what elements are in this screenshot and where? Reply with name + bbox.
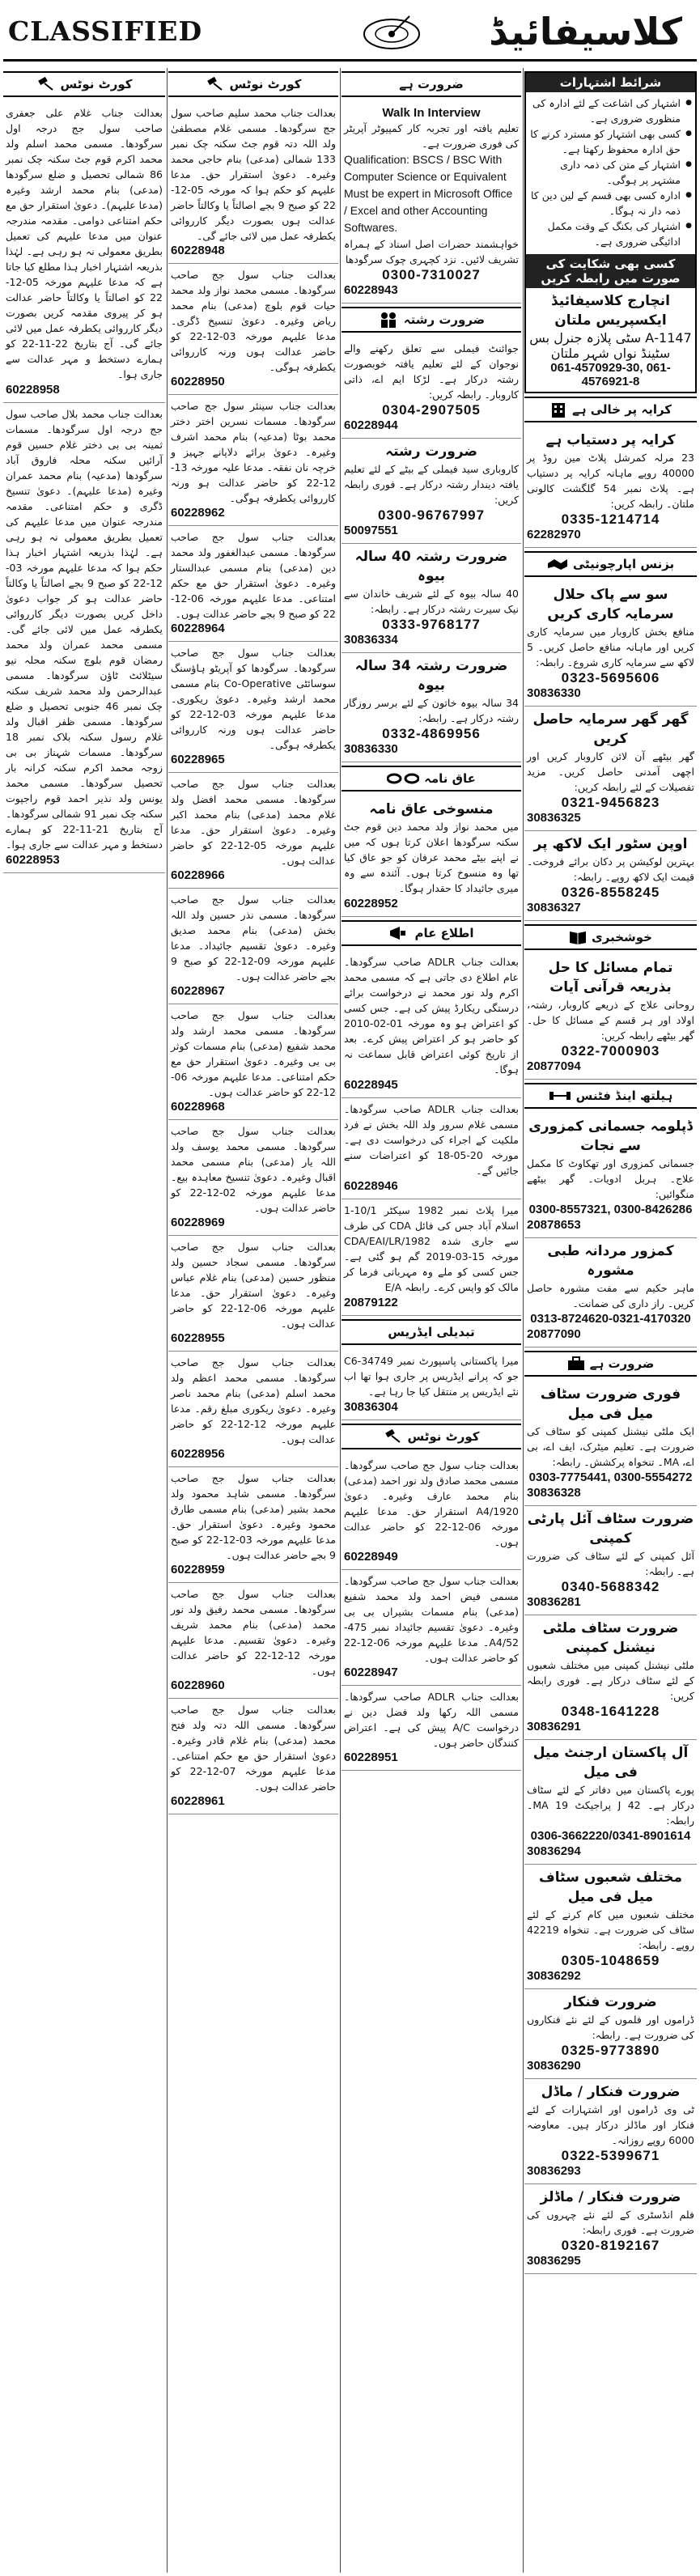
ad-phone: 0335-1214714 xyxy=(561,511,660,527)
ad-text: تعلیم یافتہ اور تجربہ کار کمپیوٹر آپریٹر کی فوری ضرورت ہے۔ xyxy=(344,122,519,150)
ad-phone: 0340-5688342 xyxy=(561,1579,660,1594)
notice-code: 60228964 xyxy=(171,622,225,635)
section-header-label: بزنس اپارچونیٹی xyxy=(572,557,675,571)
ad-text: ملٹی نیشنل کمپنی میں مختلف شعبوں کے لئے سٹاف درکار ہے۔ فوری رابطہ کریں: xyxy=(527,1659,694,1702)
ad-code: 30836293 xyxy=(527,2164,581,2178)
notice-code: 60228962 xyxy=(171,506,225,520)
ad-code: 50097551 xyxy=(344,524,398,537)
column-court-notices-2 xyxy=(168,68,338,2573)
ad-terms-box xyxy=(524,71,697,393)
ad-code: 30836327 xyxy=(527,901,581,915)
job-ad xyxy=(524,2184,697,2274)
notice-text: بعدالت جناب سول جج صاحب سرگودھا۔ مسمی عبدالغفور ولد محمد دین (مدعی) بنام مسمی عبدالستار وغیرہ۔ دعویٰ استقرار حق مع حکم امتناعی۔ مدعا علیہم مورخہ 06-12-22 کو صبح 9 بجے حاضر عدالت ہوں۔ xyxy=(171,531,336,620)
ad-code: 60228952 xyxy=(344,897,398,910)
ad-phone: 0326-8558245 xyxy=(561,885,660,900)
satellite-dish-icon xyxy=(359,10,424,55)
public-notice-ad xyxy=(342,951,521,1098)
megaphone-icon xyxy=(388,925,409,941)
section-header-jobs xyxy=(524,1351,697,1377)
ad-phone: 0304-2907505 xyxy=(382,402,481,418)
court-notice xyxy=(168,526,338,642)
section-header-address-change xyxy=(342,1319,521,1345)
section-header-health xyxy=(524,1083,697,1109)
section-header-good-news xyxy=(524,924,697,950)
terms-title: شرائط اشتہارات xyxy=(526,73,695,92)
notice-code: 60228967 xyxy=(171,984,225,998)
notice-text: بعدالت جناب سول جج صاحب سرگودھا۔ مسمی محمد یوسف ولد اللہ یار (مدعی) بنام مسمی محمد اقبال وغیرہ۔ دعویٰ تنسیخ معاہدہ بیع۔ مدعا علیہم مورخہ 02-12-22 کو حاضر عدالت ہوں۔ xyxy=(171,1125,336,1214)
ad-phone: 0320-8192167 xyxy=(561,2238,660,2253)
court-notice xyxy=(342,1686,521,1771)
ad-title: ضرورت رشتہ xyxy=(385,443,477,460)
ad-phone: 0333-9768177 xyxy=(382,617,481,632)
ad-code: 20877094 xyxy=(527,1059,581,1073)
aaq-cancellation-ad xyxy=(342,796,521,917)
notice-text: بعدالت جناب ADLR صاحب سرگودھا۔ مسمی اللہ رکھا ولد فضل دین نے درخواست A/C پیش کی ہے۔ اعتراض کنندگان حاضر ہوں۔ xyxy=(344,1691,520,1749)
ad-text: آئل کمپنی کے لئے سٹاف کی ضرورت ہے۔ رابطہ: xyxy=(527,1550,694,1577)
office-address: 1147-A سٹی پلازہ جنرل بس سٹینڈ نواں شہر ملتان xyxy=(529,330,692,361)
ad-text: میں محمد نواز ولد محمد دین قوم جٹ سکنہ سرگودھا اعلان کرتا ہوں کہ میں نے اپنے بیٹے محمد عرفان کو جو عاق کیا تھا وہ منسوخ کرتا ہوں۔ آئندہ سے وہ میری جائیداد کا حقدار ہوگا۔ xyxy=(344,821,519,894)
ad-title: ضرورت رشتہ 34 سالہ بیوہ xyxy=(354,658,508,694)
ad-phone: 0348-1641228 xyxy=(561,1704,660,1719)
court-notice xyxy=(168,1004,338,1120)
masthead-title-ur: کلاسیفائیڈ xyxy=(489,9,682,53)
ad-code: 30836328 xyxy=(527,1486,581,1500)
ad-title: ضرورت فنکار / ماڈلز xyxy=(540,2189,681,2205)
notice-text: بعدالت جناب سول جج صاحب سرگودھا۔ مسمی محمد صادق ولد نور احمد (مدعی) بنام محمد عارف وغیرہ۔ دعویٰ 1920/A4 استقرار حق۔ مدعا علیہم مورخہ 06-12-22 کو حاضر عدالت ہوں۔ xyxy=(344,1459,519,1548)
ad-phone: 0313-8724620-0321-4170320 xyxy=(530,1312,691,1326)
terms-item: ● اشتہار کی بکنگ کے وقت مکمل ادائیگی ضروری ہے۔ xyxy=(529,219,692,249)
ad-code: 60228943 xyxy=(344,283,398,297)
ad-text: 40 سالہ بیوہ کے لئے شریف خاندان سے نیک سیرت رشتہ درکار ہے۔ رابطہ: xyxy=(344,588,519,615)
notice-code: 60228953 xyxy=(6,853,60,867)
briefcase-icon xyxy=(567,1356,585,1371)
section-header-rishta xyxy=(342,307,521,333)
notice-code: 60228947 xyxy=(344,1666,398,1679)
ad-code: 30836291 xyxy=(527,1720,581,1734)
ad-text: ماہر حکیم سے مفت مشورہ حاصل کریں۔ راز داری کی ضمانت۔ xyxy=(527,1282,694,1309)
notice-code: 60228948 xyxy=(171,244,225,257)
section-header-business xyxy=(524,551,697,577)
office-name: انچارج کلاسیفائیڈ ایکسپریس ملتان xyxy=(550,293,670,329)
gavel-icon xyxy=(206,77,225,91)
job-ad xyxy=(524,1989,697,2079)
notice-text: بعدالت جناب سول جج صاحب سرگودھا۔ سرگودھا کو آپریٹو ہاؤسنگ سوسائٹی Co-Operative بنام مسمی محمد ارشد وغیرہ۔ دعویٰ ریکوری۔ مدعا علیہم مورخہ 03-12-22 کو حاضر عدالت ہوں ورنہ کارروائی یکطرفہ ہوگی۔ xyxy=(171,647,336,751)
ad-code: 62282970 xyxy=(527,528,581,541)
lost-file-ad xyxy=(342,1199,521,1316)
gavel-icon xyxy=(384,1429,403,1444)
section-header-label: کورٹ نوٹس xyxy=(60,77,133,91)
address-change-ad xyxy=(342,1350,521,1420)
ad-title: اوپن سٹور ایک لاکھ پر xyxy=(533,836,688,852)
ad-code: 60228944 xyxy=(344,418,398,432)
ad-phone: 0300-7310027 xyxy=(382,267,481,282)
walk-in-interview-ad xyxy=(342,102,521,303)
building-icon xyxy=(549,401,567,418)
notice-code: 60228969 xyxy=(171,1216,225,1229)
ad-code: 20878653 xyxy=(527,1218,581,1232)
couple-icon xyxy=(378,312,399,328)
ad-title: منسوخی عاق نامہ xyxy=(369,801,494,817)
court-notice xyxy=(168,1352,338,1467)
ad-phone: 0332-4869956 xyxy=(382,726,481,741)
ad-title: ضرورت سٹاف آئل پارٹی کمپنی xyxy=(527,1511,694,1547)
health-ad xyxy=(524,1238,697,1347)
ad-code: 30836330 xyxy=(344,742,398,756)
book-icon xyxy=(569,930,587,944)
section-header-required xyxy=(342,71,521,97)
ad-text: ڈراموں اور فلموں کے لئے نئے فنکاروں کی ضرورت ہے۔ رابطہ: xyxy=(527,2014,694,2041)
section-header-label: اطلاع عام xyxy=(414,926,474,940)
job-ad xyxy=(524,2079,697,2184)
ad-title: کرایہ پر دستیاب ہے xyxy=(545,432,676,448)
ad-text: بعدالت جناب ADLR صاحب سرگودھا۔ مسمی غلام سرور ولد اللہ بخش نے فرد ملکیت کے اجراء کی درخواست دی ہے۔ مورخہ 20-05-18 کو اعتراضات سنے جائیں گے۔ xyxy=(344,1103,519,1177)
ad-phone: 0321-9456823 xyxy=(561,795,660,810)
notice-code: 60228965 xyxy=(171,753,225,766)
notice-text: بعدالت جناب سول جج صاحب سرگودھا۔ مسمی سجاد حسین ولد منظور حسین (مدعی) بنام غلام عباس وغیرہ۔ دعویٰ استقرار حق۔ مدعا علیہم مورخہ 06-12-22 کو حاضر عدالت ہوں۔ xyxy=(171,1241,337,1330)
notice-code: 60228959 xyxy=(171,1563,225,1577)
ad-text: بعدالت جناب ADLR صاحب سرگودھا۔ عام اطلاع دی جاتی ہے کہ مسمی محمد اکرم ولد نور محمد نے درخواست برائے درستگی ریکارڈ پیش کی ہے۔ جس کسی کو اعتراض ہو وہ مورخہ 01-02-2010 کو حاضر ہو کر اعتراض پیش کرے۔ بعد از تاریخ کوئی اعتراض قابل سماعت نہ ہوگا۔ xyxy=(344,956,519,1076)
ad-code: 60228945 xyxy=(344,1078,398,1092)
ad-phone: 0303-7775441, 0300-5554272 xyxy=(528,1470,693,1484)
notice-code: 60228966 xyxy=(171,868,225,882)
ad-text: ٹی وی ڈراموں اور اشتہارات کے لئے فنکار اور ماڈلز درکار ہیں۔ معاوضہ 6000 روپے روزانہ۔ xyxy=(527,2103,694,2146)
ad-text: جسمانی کمزوری اور تھکاوٹ کا مکمل علاج۔ ہربل ادویات۔ گھر بیٹھے منگوائیں: xyxy=(527,1157,694,1200)
ad-code: 60228946 xyxy=(344,1179,398,1193)
ad-phone: 0300-8557321, 0300-8426286 xyxy=(528,1203,693,1216)
section-header-for-rent xyxy=(524,397,697,422)
rishta-ad xyxy=(342,337,521,439)
ad-phone: 0325-9773890 xyxy=(561,2043,660,2058)
rishta-widow-40-ad xyxy=(342,544,521,653)
column-mixed-ads xyxy=(342,68,521,2573)
terms-item: ● اشتہار کی اشاعت کے لئے ادارہ کی منظوری ضروری ہے۔ xyxy=(529,95,692,126)
ad-phone: 0306-3662220/0341-8901614 xyxy=(530,1829,691,1843)
court-notice xyxy=(342,1570,521,1686)
court-notice xyxy=(168,642,338,773)
job-ad xyxy=(524,1506,697,1615)
court-notice xyxy=(3,403,165,873)
masthead xyxy=(3,3,697,62)
ad-text: روحانی علاج کے ذریعے کاروبار، رشتہ، اولاد اور ہر قسم کے مسائل کا حل۔ گھر بیٹھے رابطہ کریں: xyxy=(527,999,694,1042)
ad-title: ضرورت رشتہ 40 سالہ بیوہ xyxy=(354,549,508,584)
section-header-label: کورٹ نوٹس xyxy=(229,77,302,91)
ad-code: 20877090 xyxy=(527,1327,581,1341)
dumbbell-icon xyxy=(549,1090,571,1101)
rishta-ad xyxy=(342,439,521,544)
ad-code: 30836330 xyxy=(527,686,581,700)
terms-item: ● ادارہ کسی بھی قسم کے لین دین کا ذمہ دار نہ ہوگا۔ xyxy=(529,188,692,219)
ad-code: 20879122 xyxy=(344,1296,398,1309)
notice-text: بعدالت جناب سول جج صاحب سرگودھا۔ مسمی محمد رفیق ولد نور محمد (مدعی) بنام محمد شریف وغیرہ۔ دعویٰ تقسیم۔ مدعا علیہم مورخہ 12-12-22 کو حاضر عدالت ہوں۔ xyxy=(171,1588,336,1677)
gavel-icon xyxy=(36,77,56,91)
notice-code: 60228950 xyxy=(171,375,225,388)
ad-text: فلم انڈسٹری کے لئے نئے چہروں کی ضرورت ہے۔ فوری رابطہ: xyxy=(527,2209,694,2236)
court-notice xyxy=(168,1467,338,1583)
section-header-label: ضرورت ہے xyxy=(589,1356,655,1371)
ad-code: 30836294 xyxy=(527,1844,581,1858)
ad-text: مختلف شعبوں میں کام کرنے کے لئے سٹاف کی ضرورت ہے۔ تنخواہ 42219 روپے۔ رابطہ: xyxy=(527,1908,694,1951)
ad-text: منافع بخش کاروبار میں سرمایہ کاری کریں اور ماہانہ منافع حاصل کریں۔ 5 لاکھ سے سرمایہ کاری شروع۔ رابطہ: xyxy=(527,626,694,668)
ad-code: 30836304 xyxy=(344,1400,398,1414)
business-ad xyxy=(524,582,697,707)
ad-code: 30836281 xyxy=(527,1595,581,1609)
notice-text: بعدالت جناب محمد سلیم صاحب سول جج سرگودھا۔ مسمی غلام مصطفیٰ ولد اللہ دتہ قوم جٹ سکنہ چک نمبر 133 شمالی (مدعی) بنام حاجی محمد وغیرہ۔ دعویٰ استقرار حق۔ مدعا علیہم کو حکم ہوا کہ مورخہ 05-12-22 کو صبح 9 بجے اصالتاً یا وکالتاً حاضر عدالت ہوں بصورت دیگر کارروائی یکطرفہ عمل میں لائی جائے گی۔ xyxy=(171,107,336,242)
rishta-widow-34-ad xyxy=(342,653,521,762)
ad-address: خواہشمند حضرات اصل اسناد کے ہمراہ تشریف لائیں۔ نزد کچہری چوک سرگودھا xyxy=(344,238,519,265)
court-notice xyxy=(3,102,165,403)
ad-phone: 0300-96767997 xyxy=(377,507,486,523)
notice-code: 60228951 xyxy=(344,1751,398,1764)
shop-ad xyxy=(524,831,697,921)
broken-chain-icon xyxy=(387,771,419,786)
ad-title: گھر گھر سرمایہ حاصل کریں xyxy=(532,711,689,747)
notice-code: 60228955 xyxy=(171,1331,225,1345)
court-notice xyxy=(168,1120,338,1236)
ad-text: گھر بیٹھے آن لائن کاروبار کریں اور اچھی آمدنی حاصل کریں۔ مزید تفصیلات کے لئے رابطہ کریں: xyxy=(527,750,694,793)
office-phone: 061-4570929-30, 061-4576921-8 xyxy=(550,361,671,388)
section-header-aaq xyxy=(342,766,521,791)
section-header-label: خوشخبری xyxy=(592,930,652,944)
section-header-label: کرایہ پر خالی ہے xyxy=(571,402,672,417)
section-header-court-notices xyxy=(342,1424,521,1449)
court-notice xyxy=(168,1583,338,1699)
ad-text: میرا پاکستانی پاسپورٹ نمبر C6-34749 جو کہ پرانے ایڈریس پر جاری ہوا تھا اب نئے ایڈریس پر منتقل کیا جا رہا ہے۔ xyxy=(344,1355,519,1398)
court-notice xyxy=(168,1236,338,1352)
ad-code: 30836334 xyxy=(344,633,398,647)
column-court-notices-1 xyxy=(3,68,165,2573)
court-notice xyxy=(342,1454,521,1570)
notice-text: بعدالت جناب غلام علی جعفری صاحب سول جج درجہ اول سرگودھا۔ مسمی محمد اسلم ولد محمد اکرم قوم جٹ سکنہ چک نمبر 86 شمالی تحصیل و ضلع سرگودھا (مدعی) بنام محمد ارشد وغیرہ (مدعا علیہم)۔ دعویٰ استقرار حق مع حکم امتناعی دوامی۔ مقدمہ مندرجہ عنوان میں مدعا علیہم کی تعمیل بطریق معمولی نہ ہو رہی ہے۔ لہٰذا بذریعہ اشتہار اخبار ہذا مطلع کیا جاتا ہے کہ مدعا علیہم مورخہ 05-12-22 کو اصالتاً یا وکالتاً حاضر عدالت ہو کر پیروی مقدمہ کریں بصورت دیگر کارروائی یکطرفہ عمل میں لائی جائے گی۔ آج بتاریخ 22-11-22 کو ہمارے دستخط و مہر عدالت سے جاری ہوا۔ xyxy=(6,107,163,380)
section-header-label: ہیلتھ اینڈ فٹنس xyxy=(575,1089,673,1103)
ad-title: تمام مسائل کا حل بذریعہ قرآنی آیات xyxy=(548,960,673,995)
notice-text: بعدالت جناب سول جج صاحب سرگودھا۔ مسمی محمد نواز ولد محمد حیات قوم بلوچ (مدعی) بنام محمد ریاض وغیرہ۔ دعویٰ تنسیخ ڈگری۔ مدعا علیہم مورخہ 03-12-22 کو حاضر عدالت ہوں ورنہ کارروائی یکطرفہ ہوگی۔ xyxy=(171,269,336,373)
ad-qualification: Qualification: BSCS / BSC With Computer Science or Equivalent Must be expert in Microsoft Office / Excel and other Accounting Softwares. xyxy=(344,153,513,234)
notice-text: بعدالت جناب سول جج صاحب سرگودھا۔ مسمی محمد اعظم ولد محمد اسلم (مدعی) بنام محمد ناصر وغیرہ۔ دعویٰ ریکوری مبلغ رقم۔ مدعا علیہم مورخہ 12-12-22 کو حاضر عدالت ہوں۔ xyxy=(171,1356,337,1445)
job-ad xyxy=(524,1615,697,1740)
ad-text: ایک ملٹی نیشنل کمپنی کو سٹاف کی ضرورت ہے۔ تعلیم میٹرک، ایف اے، بی اے، MA۔ تنخواہ پرکشش۔ رابطہ: xyxy=(527,1425,694,1468)
section-header-label: ضرورت ہے xyxy=(399,77,464,91)
ad-phone: 0322-7000903 xyxy=(561,1043,660,1059)
ad-code: 30836290 xyxy=(527,2059,581,2073)
section-header-label: عاق نامہ xyxy=(424,771,476,786)
ad-text: کاروباری سید فیملی کے بیٹے کے لئے تعلیم یافتہ دیندار رشتہ درکار ہے۔ فوری رابطہ کریں: xyxy=(344,463,519,506)
ad-title: ضرورت فنکار xyxy=(564,1994,657,2010)
complaint-heading: کسی بھی شکایت کی صورت میں رابطہ کریں xyxy=(526,254,695,288)
ad-title: سو سے پاک حلال سرمایہ کاری کریں xyxy=(547,587,674,622)
section-header-court-notices xyxy=(168,71,338,97)
notice-text: بعدالت جناب سول جج صاحب سرگودھا۔ مسمی اللہ دتہ ولد فتح محمد (مدعی) بنام غلام قادر وغیرہ۔ دعویٰ استقرار حق مع حکم امتناعی۔ مدعا علیہم مورخہ 07-12-22 کو حاضر عدالت ہوں۔ xyxy=(171,1704,336,1793)
ad-title: مختلف شعبوں سٹاف میل فی میل xyxy=(539,1869,682,1905)
section-header-court-notices xyxy=(3,71,165,97)
notice-text: بعدالت جناب سول جج صاحب سرگودھا۔ مسمی محمد افضل ولد غلام محمد (مدعی) بنام محمد اکبر وغیرہ۔ دعویٰ استقرار حق۔ مدعا علیہم مورخہ 05-12-22 کو حاضر عدالت ہوں۔ xyxy=(171,778,337,867)
job-ad xyxy=(524,1381,697,1506)
notice-text: بعدالت جناب محمد بلال صاحب سول جج درجہ اول سرگودھا۔ مسمات ثمینہ بی بی دختر غلام حسین قوم آرائیں سکنہ محلہ فاروق آباد سرگودھا (مدعیہ) بنام محمد عمران وغیرہ (مدعا علیہم)۔ دعویٰ تنسیخ ڈگری و حکم امتناعی۔ مقدمہ مندرجہ عنوان میں مدعا علیہم کی تعمیل بطریق معمولی نہ ہو رہی ہے۔ لہٰذا بذریعہ اشتہار اخبار ہذا حکم ہوا کہ مدعا علیہم مورخہ 03-12-22 کو صبح 9 بجے اصالتاً یا وکالتاً حاضر عدالت ہو کر جواب دعویٰ داخل کریں بصورت دیگر کارروائی یکطرفہ عمل میں لائی جائے گی۔ مسمی محمد عمران ولد محمد رمضان قوم بلوچ سکنہ محلہ نیو سیٹلائٹ ٹاؤن سرگودھا۔ مسمی عبدالرحمن ولد محمد شریف سکنہ چک نمبر 46 جنوبی تحصیل و ضلع سرگودھا۔ مسمی ظفر اقبال ولد غلام رسول سکنہ بلاک نمبر 18 سرگودھا۔ مسمات شہناز بی بی زوجہ محمد اکرم سکنہ کرانہ بار تحصیل سرگودھا۔ مسمی محمد یونس ولد نذیر احمد قوم راجپوت سکنہ چک نمبر 91 شمالی سرگودھا۔ آج بتاریخ 21-11-22 کو ہمارے دستخط و مہر عدالت سے جاری ہوا۔ xyxy=(6,408,163,851)
health-ad xyxy=(524,1114,697,1238)
ad-title: آل پاکستان ارجنٹ میل فی میل xyxy=(532,1745,689,1780)
masthead-title-en: CLASSIFIED xyxy=(8,15,203,47)
terms-item: ● کسی بھی اشتہار کو مسترد کرنے کا حق ادارہ محفوظ رکھتا ہے۔ xyxy=(529,126,692,157)
notice-code: 60228961 xyxy=(171,1794,225,1808)
ad-text: جوائنٹ فیملی سے تعلق رکھنے والے نوجوان کے لئے تعلیم یافتہ خوبصورت رشتہ درکار ہے۔ لڑکا ایم اے، ذاتی کاروبار۔ رابطہ کریں: xyxy=(344,342,519,401)
handshake-icon xyxy=(547,557,568,571)
ad-title: کمزور مردانہ طبی مشورہ xyxy=(547,1243,674,1279)
court-notice xyxy=(168,1699,338,1814)
notice-code: 60228968 xyxy=(171,1100,225,1114)
court-notice xyxy=(168,102,338,264)
ad-title: ضرورت فنکار / ماڈل xyxy=(541,2084,681,2100)
ad-title: فوری ضرورت سٹاف میل فی میل xyxy=(540,1386,681,1422)
court-notice xyxy=(168,395,338,526)
notice-text: بعدالت جناب سول جج صاحب سرگودھا۔ مسمی شاہد محمود ولد محمد بشیر (مدعی) بنام مسمی طارق محمود وغیرہ۔ دعویٰ استقرار حق۔ مدعا علیہم مورخہ 03-12-22 کو صبح 9 بجے حاضر عدالت ہوں۔ xyxy=(171,1472,336,1561)
ad-text: پورے پاکستان میں دفاتر کے لئے سٹاف درکار ہے۔ 42 J پراجیکٹ 19 MA۔ رابطہ: xyxy=(527,1784,694,1827)
rent-ad xyxy=(524,427,697,548)
ad-title: Walk In Interview xyxy=(382,106,481,120)
notice-text: بعدالت جناب سینئر سول جج صاحب سرگودھا۔ مسمات نسرین اختر دختر محمد بوٹا (مدعیہ) بنام محمد اشرف وغیرہ۔ دعویٰ برائے دلاپانے جہیز و خرچہ نان نفقہ۔ مدعا علیہ مورخہ 13-12-22 کو حاضر عدالت ہو ورنہ کارروائی یکطرفہ ہوگی۔ xyxy=(171,400,336,504)
section-header-label: کورٹ نوٹس xyxy=(407,1429,480,1444)
ad-code: 30836295 xyxy=(527,2254,581,2268)
column-classifieds xyxy=(524,68,697,2573)
public-notice-ad xyxy=(342,1098,521,1199)
ad-title: ضرورت سٹاف ملٹی نیشنل کمپنی xyxy=(542,1620,679,1656)
court-notice xyxy=(168,889,338,1004)
spiritual-ad xyxy=(524,955,697,1080)
notice-text: بعدالت جناب سول جج صاحب سرگودھا۔ مسمی محمد ارشد ولد محمد شفیع (مدعی) بنام مسمات کوثر بی بی وغیرہ۔ دعویٰ استقرار حق مع حکم امتناعی۔ مدعا علیہم مورخہ 06-12-22 کو حاضر عدالت ہوں۔ xyxy=(171,1009,336,1098)
ad-phone: 0323-5695606 xyxy=(561,670,660,685)
notice-text: بعدالت جناب سول جج صاحب سرگودھا۔ مسمی نذر حسین ولد اللہ بخش (مدعی) بنام محمد صدیق وغیرہ۔ دعویٰ تقسیم جائیداد۔ مدعا علیہم مورخہ 09-12-22 کو صبح 9 بجے حاضر عدالت ہوں۔ xyxy=(171,893,336,982)
court-notice xyxy=(168,773,338,889)
ad-text: 23 مرلہ کمرشل پلاٹ مین روڈ پر 40000 روپے ماہانہ کرایہ پر دستیاب ہے۔ پلاٹ نمبر 54 گلگشت کالونی ملتان۔ رابطہ کریں: xyxy=(527,452,694,510)
ad-title: ڈپلومہ جسمانی کمزوری سے نجات xyxy=(528,1118,693,1154)
ad-code: 30836292 xyxy=(527,1969,581,1983)
terms-item: ● اشتہار کے متن کی ذمہ داری مشتہر پر ہوگی۔ xyxy=(529,157,692,188)
notice-code: 60228956 xyxy=(171,1447,225,1461)
notice-code: 60228949 xyxy=(344,1550,398,1564)
job-ad xyxy=(524,1740,697,1865)
business-ad xyxy=(524,707,697,831)
ad-code: 30836325 xyxy=(527,811,581,825)
notice-code: 60228958 xyxy=(6,383,60,397)
section-header-label: ضرورت رشتہ xyxy=(403,312,486,327)
court-notice xyxy=(168,264,338,395)
ad-phone: 0322-5399671 xyxy=(561,2148,660,2163)
ad-text: میرا پلاٹ نمبر 1982 سیکٹر 10/1-1 اسلام آباد جس کی فائل CDA کی طرف سے جاری شدہ CDA/EAI/LR/1982 مورخہ 15-03-2019 گم ہو گئی ہے۔ جس کسی کو ملے وہ مہربانی فرما کر مالک کو واپس کرے۔ رابطہ E/A xyxy=(344,1204,520,1293)
ad-text: بہترین لوکیشن پر دکان برائے فروخت۔ قیمت ایک لاکھ روپے۔ رابطہ: xyxy=(527,855,694,883)
notice-text: بعدالت جناب سول جج صاحب سرگودھا۔ مسمی فیض احمد ولد محمد شفیع (مدعی) بنام مسمات بشیراں بی بی وغیرہ۔ دعویٰ تقسیم جائیداد نمبر 475-52/A4۔ مدعا علیہم مورخہ 06-12-22 کو حاضر عدالت ہوں۔ xyxy=(344,1575,519,1664)
notice-code: 60228960 xyxy=(171,1678,225,1692)
ad-phone: 0305-1048659 xyxy=(561,1953,660,1968)
section-header-public-notice xyxy=(342,920,521,946)
ad-text: 34 سالہ بیوہ خاتون کے لئے برسر روزگار رشتہ درکار ہے۔ رابطہ: xyxy=(344,697,519,724)
job-ad xyxy=(524,1865,697,1989)
section-header-label: تبدیلی ایڈریس xyxy=(388,1325,475,1339)
